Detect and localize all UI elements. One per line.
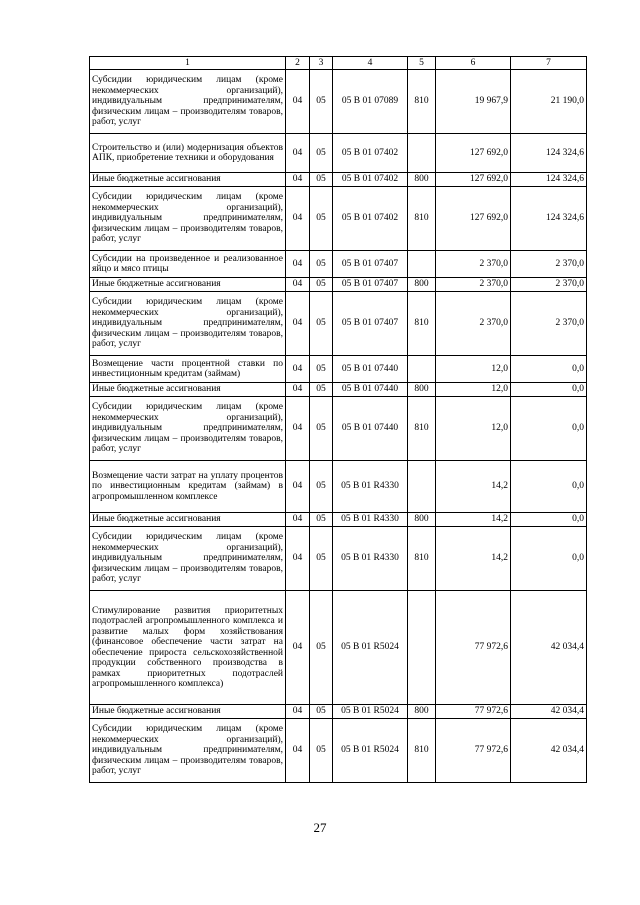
- table-row: [90, 70, 587, 134]
- row-subsection: 05: [310, 292, 333, 356]
- table-row: [90, 527, 587, 591]
- row-section: 04: [286, 134, 310, 173]
- row-name: Субсидии юридическим лицам (кроме некоммерческих организаций), индивидуальным предпринимателям, физическим лицам – производителям товаров, работ, услуг: [90, 719, 286, 783]
- row-subsection: 05: [310, 705, 333, 719]
- row-target-code: 05 В 01 R5024: [333, 705, 408, 719]
- row-subsection: 05: [310, 397, 333, 461]
- row-subsection: 05: [310, 719, 333, 783]
- row-target-code: 05 В 01 07089: [333, 70, 408, 134]
- row-amount-2: 124 324,6: [511, 134, 587, 173]
- row-name: Субсидии юридическим лицам (кроме некоммерческих организаций), индивидуальным предпринимателям, физическим лицам – производителям товаров, работ, услуг: [90, 187, 286, 251]
- row-name: Иные бюджетные ассигнования: [90, 513, 286, 527]
- row-expense-type: 810: [408, 292, 436, 356]
- row-amount-2: 0,0: [511, 461, 587, 513]
- row-amount-2: 42 034,4: [511, 591, 587, 705]
- table-row: [90, 591, 587, 705]
- row-amount-1: 127 692,0: [436, 187, 511, 251]
- row-amount-2: 124 324,6: [511, 173, 587, 187]
- row-target-code: 05 В 01 07402: [333, 187, 408, 251]
- row-name: Субсидии юридическим лицам (кроме некоммерческих организаций), индивидуальным предпринимателям, физическим лицам – производителям товаров, работ, услуг: [90, 292, 286, 356]
- table-row: [90, 383, 587, 397]
- column-header-7: 7: [511, 57, 587, 70]
- row-amount-1: 12,0: [436, 397, 511, 461]
- row-amount-1: 2 370,0: [436, 292, 511, 356]
- row-section: 04: [286, 278, 310, 292]
- column-header-2: 2: [286, 57, 310, 70]
- row-amount-2: 42 034,4: [511, 719, 587, 783]
- row-amount-1: 127 692,0: [436, 134, 511, 173]
- row-expense-type: 810: [408, 397, 436, 461]
- column-header-1: 1: [90, 57, 286, 70]
- table-row: [90, 251, 587, 278]
- row-name: Субсидии юридическим лицам (кроме некоммерческих организаций), индивидуальным предпринимателям, физическим лицам – производителям товаров, работ, услуг: [90, 70, 286, 134]
- column-header-4: 4: [333, 57, 408, 70]
- row-section: 04: [286, 173, 310, 187]
- row-target-code: 05 В 01 R4330: [333, 461, 408, 513]
- row-amount-2: 124 324,6: [511, 187, 587, 251]
- table-row: [90, 278, 587, 292]
- row-name: Строительство и (или) модернизация объектов АПК, приобретение техники и оборудования: [90, 134, 286, 173]
- row-target-code: 05 В 01 07402: [333, 173, 408, 187]
- row-target-code: 05 В 01 07440: [333, 397, 408, 461]
- row-name: Субсидии юридическим лицам (кроме некоммерческих организаций), индивидуальным предпринимателям, физическим лицам – производителям товаров, работ, услуг: [90, 527, 286, 591]
- row-expense-type: 810: [408, 70, 436, 134]
- row-name: Иные бюджетные ассигнования: [90, 705, 286, 719]
- row-name: Субсидии юридическим лицам (кроме некоммерческих организаций), индивидуальным предпринимателям, физическим лицам – производителям товаров, работ, услуг: [90, 397, 286, 461]
- row-amount-1: 2 370,0: [436, 278, 511, 292]
- row-target-code: 05 В 01 07407: [333, 292, 408, 356]
- row-amount-1: 14,2: [436, 461, 511, 513]
- row-expense-type: 800: [408, 383, 436, 397]
- row-expense-type: [408, 356, 436, 383]
- row-amount-2: 2 370,0: [511, 278, 587, 292]
- row-section: 04: [286, 397, 310, 461]
- row-subsection: 05: [310, 70, 333, 134]
- row-target-code: 05 В 01 R4330: [333, 527, 408, 591]
- table-row: [90, 292, 587, 356]
- row-amount-1: 77 972,6: [436, 705, 511, 719]
- row-amount-1: 77 972,6: [436, 591, 511, 705]
- table-row: [90, 397, 587, 461]
- row-subsection: 05: [310, 461, 333, 513]
- row-target-code: 05 В 01 07407: [333, 278, 408, 292]
- row-amount-1: 19 967,9: [436, 70, 511, 134]
- row-amount-2: 0,0: [511, 513, 587, 527]
- row-amount-1: 14,2: [436, 527, 511, 591]
- row-section: 04: [286, 461, 310, 513]
- row-subsection: 05: [310, 278, 333, 292]
- row-amount-2: 42 034,4: [511, 705, 587, 719]
- row-amount-2: 0,0: [511, 383, 587, 397]
- row-target-code: 05 В 01 07440: [333, 356, 408, 383]
- table-row: [90, 187, 587, 251]
- table-row: [90, 719, 587, 783]
- row-subsection: 05: [310, 513, 333, 527]
- row-section: 04: [286, 719, 310, 783]
- row-expense-type: 800: [408, 173, 436, 187]
- row-amount-2: 0,0: [511, 527, 587, 591]
- row-expense-type: 810: [408, 527, 436, 591]
- column-header-3: 3: [310, 57, 333, 70]
- row-name: Иные бюджетные ассигнования: [90, 173, 286, 187]
- row-name: Субсидии на произведенное и реализованное яйцо и мясо птицы: [90, 251, 286, 278]
- budget-table: [89, 56, 587, 783]
- row-amount-2: 0,0: [511, 397, 587, 461]
- row-subsection: 05: [310, 591, 333, 705]
- row-name: Стимулирование развития приоритетных подотраслей агропромышленного комплекса и развитие малых форм хозяйствования (финансовое обеспечение части затрат на обеспечение прироста сельскохозяйственной продукции собственного производства в рамках приоритетных подотраслей агропромышленного комплекса): [90, 591, 286, 705]
- row-subsection: 05: [310, 173, 333, 187]
- row-section: 04: [286, 187, 310, 251]
- row-amount-1: 127 692,0: [436, 173, 511, 187]
- row-subsection: 05: [310, 251, 333, 278]
- table-row: [90, 705, 587, 719]
- row-amount-1: 2 370,0: [436, 251, 511, 278]
- table-row: [90, 173, 587, 187]
- row-subsection: 05: [310, 383, 333, 397]
- row-expense-type: [408, 251, 436, 278]
- row-target-code: 05 В 01 R5024: [333, 719, 408, 783]
- row-name: Возмещение части процентной ставки по инвестиционным кредитам (займам): [90, 356, 286, 383]
- row-amount-2: 2 370,0: [511, 251, 587, 278]
- row-subsection: 05: [310, 187, 333, 251]
- row-name: Возмещение части затрат на уплату процентов по инвестиционным кредитам (займам) в агропромышленном комплексе: [90, 461, 286, 513]
- row-target-code: 05 В 01 07407: [333, 251, 408, 278]
- row-target-code: 05 В 01 R5024: [333, 591, 408, 705]
- row-expense-type: [408, 591, 436, 705]
- row-expense-type: 800: [408, 513, 436, 527]
- row-amount-1: 12,0: [436, 383, 511, 397]
- row-expense-type: 800: [408, 705, 436, 719]
- row-amount-1: 14,2: [436, 513, 511, 527]
- row-subsection: 05: [310, 356, 333, 383]
- page-number: 27: [313, 820, 327, 835]
- row-section: 04: [286, 513, 310, 527]
- table-row: [90, 513, 587, 527]
- row-amount-1: 77 972,6: [436, 719, 511, 783]
- row-section: 04: [286, 705, 310, 719]
- row-section: 04: [286, 70, 310, 134]
- row-section: 04: [286, 251, 310, 278]
- header-row: [90, 57, 587, 70]
- row-amount-2: 0,0: [511, 356, 587, 383]
- column-header-6: 6: [436, 57, 511, 70]
- row-name: Иные бюджетные ассигнования: [90, 278, 286, 292]
- row-expense-type: [408, 461, 436, 513]
- row-expense-type: 810: [408, 187, 436, 251]
- row-subsection: 05: [310, 134, 333, 173]
- table-row: [90, 356, 587, 383]
- row-target-code: 05 В 01 07440: [333, 383, 408, 397]
- row-section: 04: [286, 527, 310, 591]
- row-amount-2: 21 190,0: [511, 70, 587, 134]
- table-row: [90, 461, 587, 513]
- table-row: [90, 134, 587, 173]
- row-expense-type: 800: [408, 278, 436, 292]
- row-target-code: 05 В 01 R4330: [333, 513, 408, 527]
- row-section: 04: [286, 383, 310, 397]
- row-section: 04: [286, 356, 310, 383]
- row-expense-type: [408, 134, 436, 173]
- row-section: 04: [286, 292, 310, 356]
- row-subsection: 05: [310, 527, 333, 591]
- row-target-code: 05 В 01 07402: [333, 134, 408, 173]
- row-amount-2: 2 370,0: [511, 292, 587, 356]
- row-amount-1: 12,0: [436, 356, 511, 383]
- row-name: Иные бюджетные ассигнования: [90, 383, 286, 397]
- row-expense-type: 810: [408, 719, 436, 783]
- column-header-5: 5: [408, 57, 436, 70]
- row-section: 04: [286, 591, 310, 705]
